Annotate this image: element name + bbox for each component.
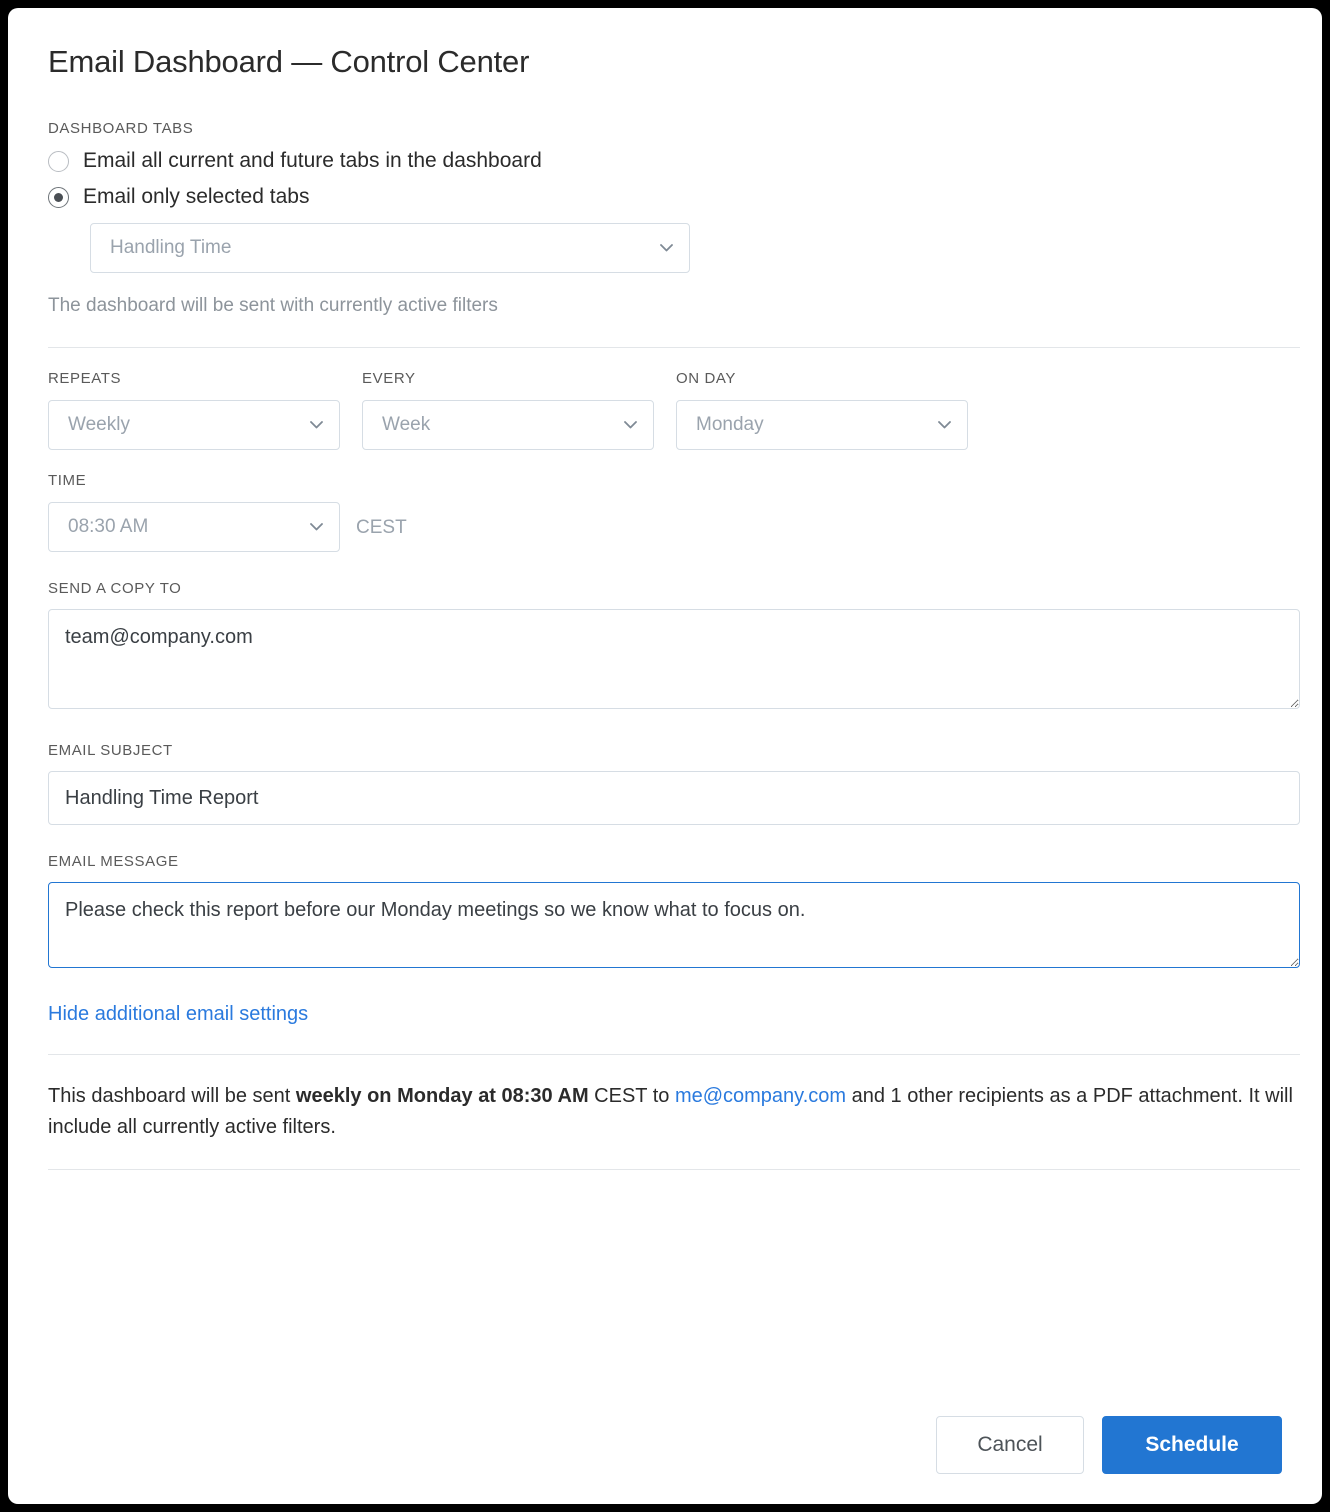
on-day-select[interactable] xyxy=(676,400,968,450)
time-field xyxy=(48,472,340,552)
repeats-select[interactable] xyxy=(48,400,340,450)
repeats-label: REPEATS xyxy=(48,370,122,387)
email-dashboard-dialog xyxy=(8,8,1322,1504)
email-message-textarea[interactable] xyxy=(48,882,1300,968)
filters-hint: The dashboard will be sent with currently active filters xyxy=(48,295,498,316)
every-select[interactable] xyxy=(362,400,654,450)
chevron-down-icon xyxy=(310,523,323,531)
divider-footer xyxy=(48,1169,1300,1170)
time-select[interactable] xyxy=(48,502,340,552)
chevron-down-icon xyxy=(310,421,323,429)
radio-option-selected-tabs[interactable] xyxy=(48,185,1300,209)
radio-option-all-tabs[interactable] xyxy=(48,149,1300,173)
radio-selected-tabs-label: Email only selected tabs xyxy=(83,185,310,208)
tabs-select-value: Handling Time xyxy=(110,237,232,258)
summary-bold: weekly on Monday at 08:30 AM xyxy=(295,1085,589,1107)
schedule-row xyxy=(48,370,1300,450)
toggle-additional-settings-link[interactable]: Hide additional email settings xyxy=(48,1003,309,1025)
cancel-button[interactable]: Cancel xyxy=(936,1416,1084,1474)
send-copy-block xyxy=(48,580,1300,714)
email-subject-label: EMAIL SUBJECT xyxy=(48,742,173,759)
summary-part1: This dashboard will be sent xyxy=(48,1085,296,1107)
on-day-field xyxy=(676,370,968,450)
every-value: Week xyxy=(382,414,431,435)
dialog-footer xyxy=(48,1416,1282,1474)
email-message-label: EMAIL MESSAGE xyxy=(48,853,179,870)
send-copy-textarea[interactable] xyxy=(48,609,1300,709)
time-row xyxy=(48,472,1300,552)
tabs-select[interactable] xyxy=(90,223,690,273)
timezone-label: CEST xyxy=(356,517,407,538)
every-field xyxy=(362,370,654,450)
divider-summary xyxy=(48,1054,1300,1055)
chevron-down-icon xyxy=(660,244,673,252)
email-message-block xyxy=(48,853,1300,973)
on-day-label: ON DAY xyxy=(676,370,736,387)
chevron-down-icon xyxy=(938,421,951,429)
on-day-value: Monday xyxy=(696,414,764,435)
summary-part2: CEST to xyxy=(588,1085,675,1107)
schedule-button[interactable]: Schedule xyxy=(1102,1416,1282,1474)
radio-all-tabs-icon[interactable] xyxy=(48,151,69,172)
send-copy-label: SEND A COPY TO xyxy=(48,580,182,597)
time-value: 08:30 AM xyxy=(68,516,149,537)
summary-text xyxy=(48,1081,1300,1143)
repeats-value: Weekly xyxy=(68,414,130,435)
email-subject-input[interactable] xyxy=(48,771,1300,825)
every-label: EVERY xyxy=(362,370,416,387)
divider-top xyxy=(48,347,1300,348)
radio-all-tabs-label: Email all current and future tabs in the dashboard xyxy=(83,149,542,172)
repeats-field xyxy=(48,370,340,450)
email-subject-block xyxy=(48,742,1300,825)
summary-part3: and 1 other recipients as a PDF attachment. It will include all currently active filters. xyxy=(48,1085,1293,1138)
dialog-title: Email Dashboard — Control Center xyxy=(48,44,530,79)
time-label: TIME xyxy=(48,472,87,489)
summary-email-link[interactable]: me@company.com xyxy=(674,1085,847,1107)
dashboard-tabs-label: DASHBOARD TABS xyxy=(48,120,194,137)
chevron-down-icon xyxy=(624,421,637,429)
radio-selected-tabs-icon[interactable] xyxy=(48,187,69,208)
